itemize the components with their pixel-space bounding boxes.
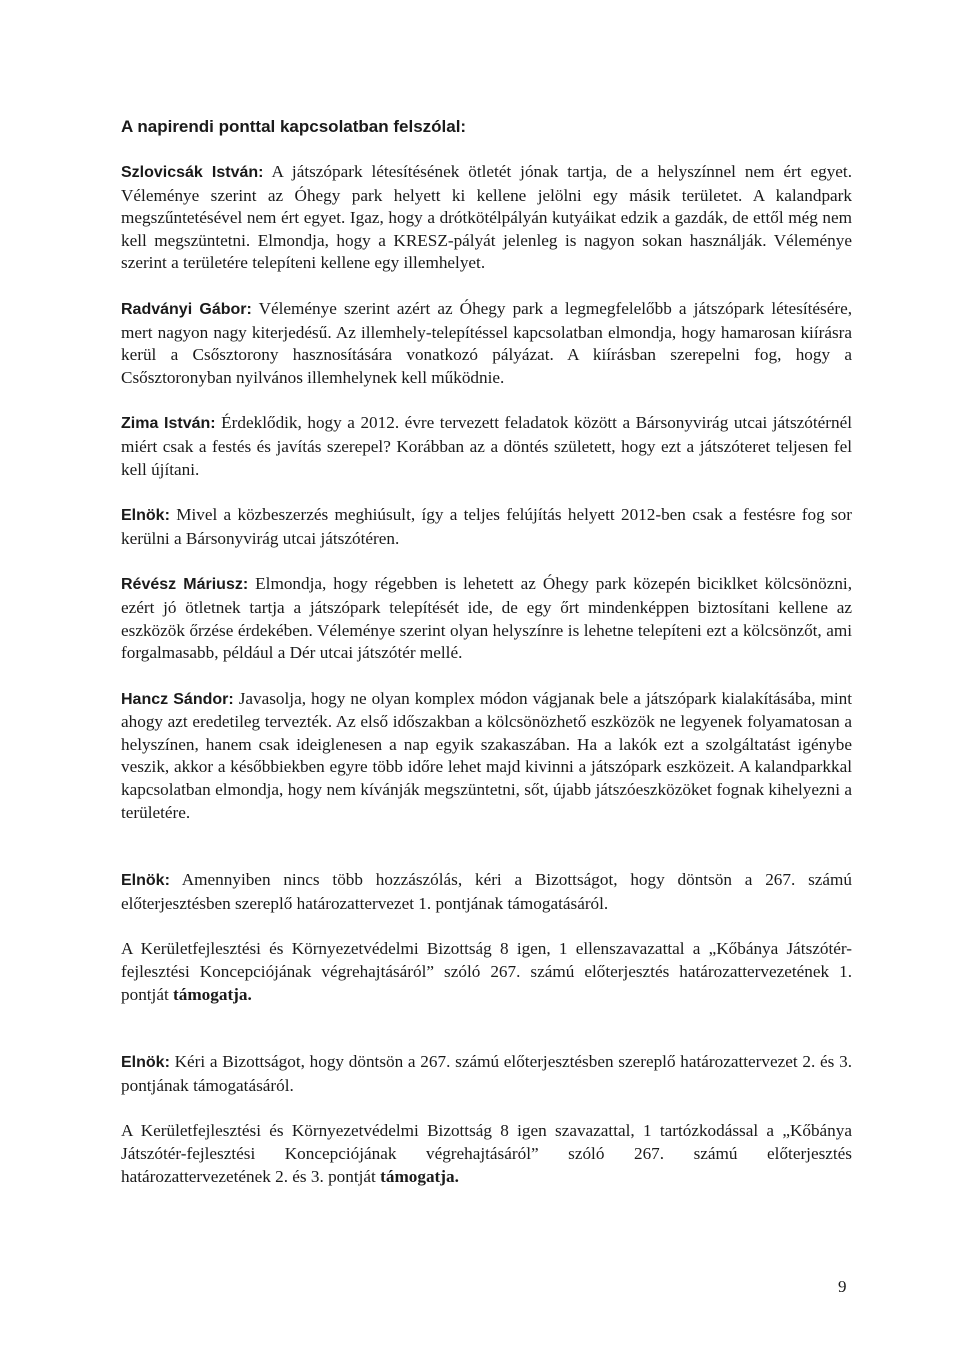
speaker-name: Zima István: (121, 415, 216, 433)
paragraph-text: Kéri a Bizottságot, hogy döntsön a 267. számú előterjesztésben szereplő határozattervezet 2. és 3. pontjának támogatásáról. (121, 1052, 852, 1095)
paragraph-text: Javasolja, hogy ne olyan komplex módon vágjanak bele a játszópark kialakításába, mint ahogy azt eredetileg tervezték. Az első időszakban a kölcsönözhető eszközök ne legyenek folyamatosan a helyszínen, hanem csak ideiglenesen a nap egyik szakaszában. Ha a lakók ezt a szolgáltatást igénybe veszik, akkor a későbbiekben egyre több időre lehet majd kivinni a játszópark eszközeit. A kalandparkkal kapcsolatban elmondja, hogy nem kívánják megszüntetni, sőt, újabb játszóeszközöket fognak kihelyezni a területére. (121, 688, 853, 822)
speaker-name: Radványi Gábor: (121, 300, 252, 318)
speaker-name: Révész Máriusz: (121, 576, 249, 594)
paragraph-vote-1 (121, 938, 852, 1006)
page-number: 9 (838, 1277, 847, 1296)
speaker-name: Szlovicsák István: (121, 164, 264, 181)
paragraph-text: Amennyiben nincs több hozzászólás, kéri a Bizottságot, hogy döntsön a 267. számú előterjesztésben szereplő határozattervezet 1. pontjának támogatásáról. (121, 870, 852, 913)
speaker-name: Hancz Sándor: (121, 690, 234, 708)
paragraph-text: A játszópark létesítésének ötletét jónak tartja, de a helyszínnel nem ért egyet. Véleménye szerint az Óhegy park helyett ki kellene jelölni egy másik területet. A kalandpark megszűntetésével nem ért egyet. Igaz, hogy a drótkötélpályán kutyáikat edzik a gazdák, de ettől még nem kell megszüntetni. Elmondja, hogy a KRESZ-pályát jelenleg is nagyon sokan használják. Véleménye szerint a területére telepíteni kellene egy illemhelyet. (121, 162, 852, 273)
paragraph-text: A Kerületfejlesztési és Környezetvédelmi Bizottság 8 igen szavazattal, 1 tartózkodással a „Kőbánya Játszótér-fejlesztési Koncepciójának végrehajtásáról” szóló 267. számú előterjesztés határozattervezetének 2. és 3. pontját (121, 1121, 852, 1186)
paragraph-text: A Kerületfejlesztési és Környezetvédelmi Bizottság 8 igen, 1 ellenszavazattal a „Kőbánya Játszótér-fejlesztési Koncepciójának végrehajtásáról” szóló 267. számú előterjesztés határozattervezetének 1. pontját (121, 939, 852, 1004)
decision-text: támogatja. (173, 984, 252, 1004)
paragraph-zima (121, 412, 852, 481)
paragraph-szlovicsak (121, 161, 852, 275)
decision-text: támogatja. (380, 1166, 459, 1186)
paragraph-hancz (121, 688, 852, 825)
paragraph-radvanyi (121, 298, 852, 389)
speaker-name: Elnök: (121, 1054, 170, 1072)
paragraph-elnok-1 (121, 504, 852, 550)
paragraph-elnok-3 (121, 1051, 852, 1097)
paragraph-elnok-2 (121, 869, 852, 915)
agenda-heading: A napirendi ponttal kapcsolatban felszólal: (121, 117, 467, 136)
paragraph-text: Mivel a közbeszerzés meghiúsult, így a teljes felújítás helyett 2012-ben csak a festésre fog sor kerülni a Bársonyvirág utcai játszótéren. (121, 505, 852, 548)
paragraph-text: Érdeklődik, hogy a 2012. évre tervezett feladatok között a Bársonyvirág utcai játszótérnél miért csak a festés és javítás szerepel? Korábban az a döntés született, hogy ezt a játszóteret teljesen fel kell újítani. (121, 413, 852, 479)
paragraph-revesz (121, 573, 852, 664)
paragraph-text: Elmondja, hogy régebben is lehetett az Óhegy park közepén biciklket kölcsönözni, ezért jó ötletnek tartja a játszópark telepítését ide, de egy őrt mindenképpen biztosítani kellene az eszközök őrzése érdekében. Véleménye szerint olyan helyszínre is lehetne telepíteni ezt a kölcsönzőt, ami forgalmasabb, például a Dér utcai játszótér mellé. (121, 574, 852, 663)
paragraph-text: Véleménye szerint azért az Óhegy park a legmegfelelőbb a játszópark létesítésére, mert nagyon nagy kiterjedésű. Az illemhely-telepítéssel kapcsolatban elmondja, hogy hamarosan kiírásra kerül a Csősztorony hasznosítására vonatkozó pályázat. A kiírásban szerepelni fog, hogy a Csősztoronyban nyilvános illemhelynek kell működnie. (121, 298, 852, 387)
speaker-name: Elnök: (121, 872, 170, 890)
speaker-name: Elnök: (121, 507, 170, 525)
document-page (121, 108, 852, 1188)
paragraph-vote-2 (121, 1120, 852, 1188)
